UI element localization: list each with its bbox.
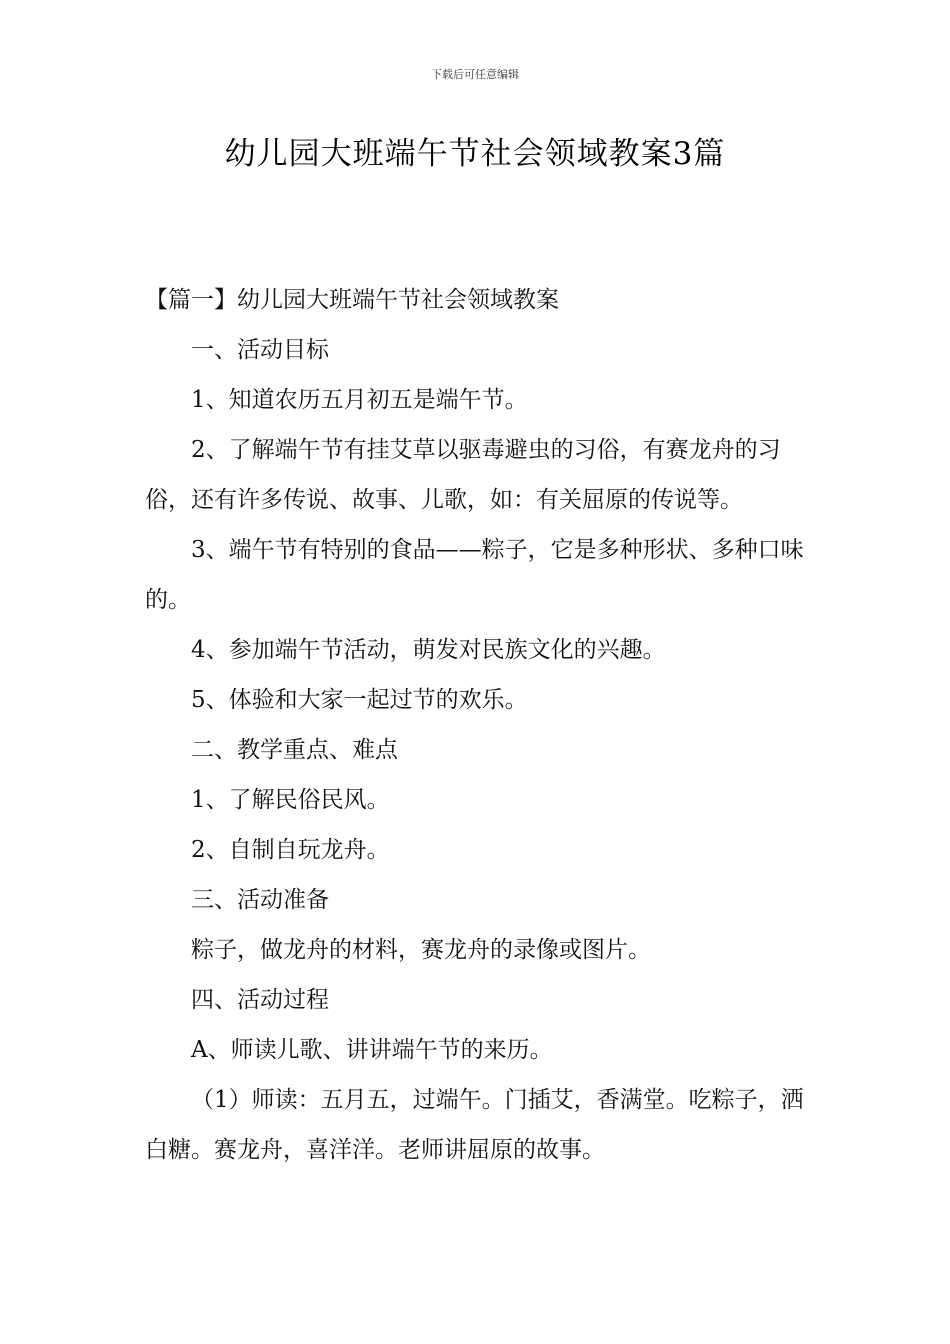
paragraph: 4、参加端午节活动，萌发对民族文化的兴趣。	[191, 637, 666, 663]
paragraph: 2、了解端午节有挂艾草以驱毒避虫的习俗，有赛龙舟的习俗，还有许多传说、故事、儿歌，如：有关屈原的传说等。	[145, 437, 781, 513]
header-note: 下载后可任意编辑	[431, 68, 519, 81]
paragraph: 3、端午节有特别的食品——粽子，它是多种形状、多种口味的。	[145, 537, 804, 613]
paragraph: 粽子，做龙舟的材料，赛龙舟的录像或图片。	[191, 937, 651, 963]
paragraph: A、师读儿歌、讲讲端午节的来历。	[191, 1037, 553, 1063]
document-title: 幼儿园大班端午节社会领域教案3篇	[224, 136, 726, 172]
paragraph: （1）师读：五月五，过端午。门插艾，香满堂。吃粽子，洒白糖。赛龙舟，喜洋洋。老师讲屈原的故事。	[145, 1087, 804, 1163]
document-body	[145, 275, 807, 1175]
paragraph: 1、知道农历五月初五是端午节。	[191, 387, 528, 413]
paragraph: 一、活动目标	[191, 337, 329, 363]
paragraph: 二、教学重点、难点	[191, 737, 398, 763]
paragraph: 四、活动过程	[191, 987, 329, 1013]
paragraph: 1、了解民俗民风。	[191, 787, 390, 813]
paragraph: 2、自制自玩龙舟。	[191, 837, 390, 863]
section-heading: 【篇一】幼儿园大班端午节社会领域教案	[145, 287, 559, 313]
paragraph: 三、活动准备	[191, 887, 329, 913]
paragraph: 5、体验和大家一起过节的欢乐。	[191, 687, 528, 713]
